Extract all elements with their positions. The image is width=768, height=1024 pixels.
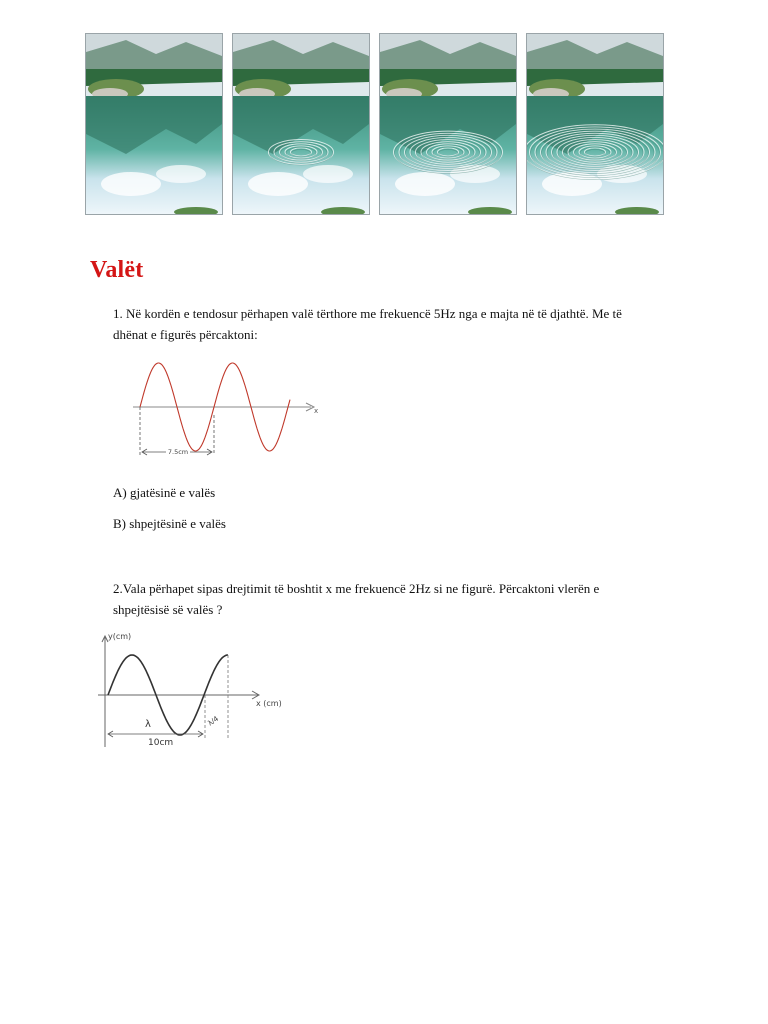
x-axis-label: x (cm) — [256, 699, 282, 708]
lake-photo-1 — [85, 33, 223, 215]
x-axis-label: x — [314, 407, 319, 415]
wave-figure-2 — [88, 627, 313, 757]
quarter-lambda-label: λ/4 — [206, 714, 221, 728]
question-2-text: 2.Vala përhapet sipas drejtimit të boshtit x me frekuencë 2Hz si ne figurë. Përcaktoni vlerën e shpejtësisë së valës ? — [113, 581, 600, 617]
answer-a: A) gjatësinë e valës — [113, 485, 216, 500]
lake-photo-3 — [379, 33, 517, 215]
lake-ripple-photo-icon — [380, 34, 516, 214]
lake-ripple-photo-icon — [233, 34, 369, 214]
lake-ripple-photo-icon — [527, 34, 663, 214]
page-title: Valët — [90, 257, 144, 283]
y-axis-label: y(cm) — [108, 632, 132, 641]
question-1-text: 1. Në kordën e tendosur përhapen valë tërthore me frekuencë 5Hz nga e majta në të djathtë. Me të dhënat e figurës përcaktoni: — [113, 306, 622, 342]
lake-photo-4 — [526, 33, 664, 215]
lambda-label: λ — [145, 719, 151, 730]
lake-photo-strip — [85, 33, 665, 215]
lake-ripple-photo-icon — [86, 34, 222, 214]
answer-b: B) shpejtësinë e valës — [113, 516, 226, 531]
distance-label: 7.5cm — [167, 448, 189, 456]
lake-photo-2 — [232, 33, 370, 215]
wave-figure-1 — [128, 355, 323, 460]
distance-label: 10cm — [148, 738, 174, 748]
